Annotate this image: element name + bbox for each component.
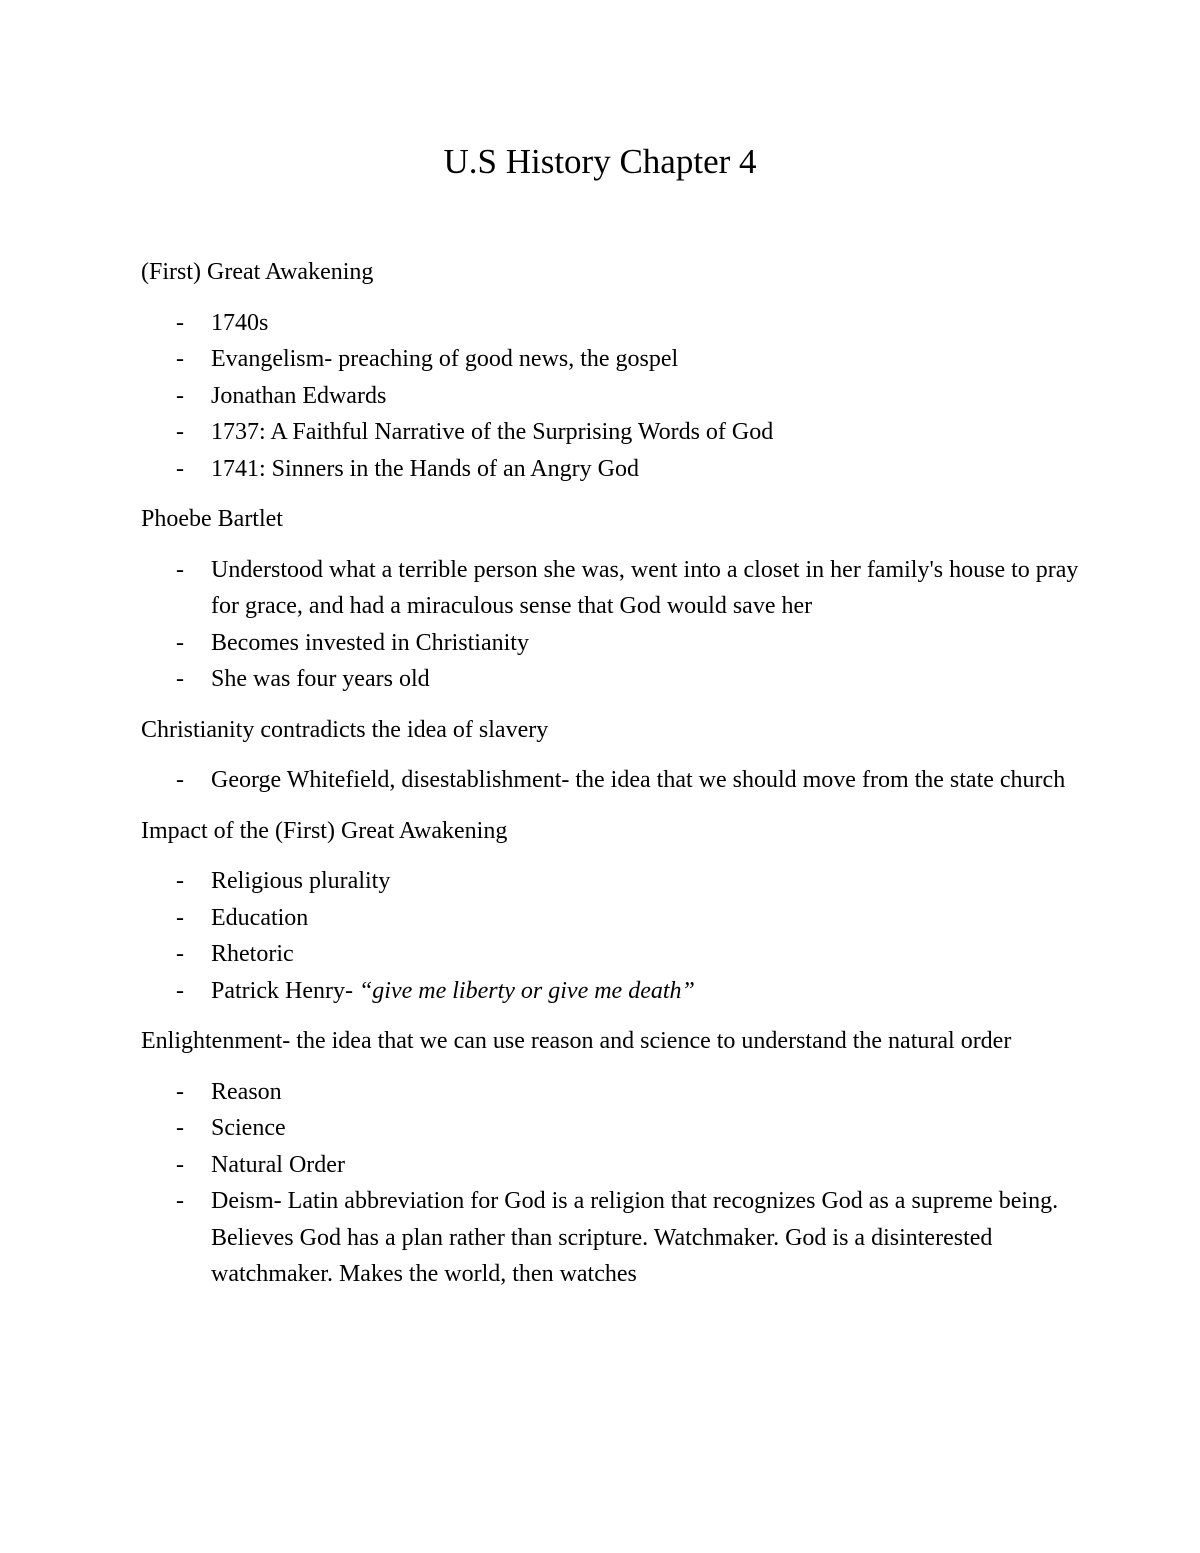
section-heading-great-awakening: (First) Great Awakening xyxy=(141,259,374,285)
bullet-dash: - xyxy=(176,309,184,336)
bullet-dash: - xyxy=(176,941,184,967)
bullet-dash: - xyxy=(176,1151,184,1178)
quote-label: Patrick Henry- xyxy=(211,977,359,1004)
impact-list xyxy=(141,863,1081,1009)
phoebe-bartlet-list xyxy=(141,552,1081,698)
list-item: - 1741: Sinners in the Hands of an Angry God xyxy=(141,451,1081,488)
section-heading-christianity-slavery: Christianity contradicts the idea of slavery xyxy=(141,716,549,743)
bullet-dash: - xyxy=(176,904,184,931)
list-item-quote xyxy=(141,973,1081,1010)
bullet-dash: - xyxy=(176,419,184,445)
bullet-dash: - xyxy=(176,556,184,583)
list-item: - Natural Order xyxy=(141,1147,1081,1184)
list-item: - Understood what a terrible person she was, went into a closet in her family's house to pray for grace, and had a miraculous sense that God would save her xyxy=(141,552,1081,625)
notes-body xyxy=(141,254,1081,1307)
list-item: - Becomes invested in Christianity xyxy=(141,625,1081,662)
bullet-dash: - xyxy=(176,868,184,894)
great-awakening-list xyxy=(141,305,1081,488)
list-item: - Deism- Latin abbreviation for God is a religion that recognizes God as a supreme being. Believes God has a plan rather than scripture. Watchmaker. God is a disinterested watchmaker. Makes the world, then watches xyxy=(141,1183,1081,1293)
list-item: - Jonathan Edwards xyxy=(141,378,1081,415)
bullet-dash: - xyxy=(176,629,184,656)
bullet-dash: - xyxy=(176,666,184,692)
bullet-dash: - xyxy=(176,346,184,372)
list-item: - Science xyxy=(141,1110,1081,1147)
section-heading-enlightenment: Enlightenment- the idea that we can use reason and science to understand the natural order xyxy=(141,1028,1012,1054)
list-item: - She was four years old xyxy=(141,661,1081,698)
list-item: - Evangelism- preaching of good news, the gospel xyxy=(141,341,1081,378)
patrick-henry-quote: “give me liberty or give me death” xyxy=(358,977,695,1004)
list-item: - Education xyxy=(141,900,1081,937)
list-item: - Religious plurality xyxy=(141,863,1081,900)
list-item: - Rhetoric xyxy=(141,936,1081,973)
bullet-dash: - xyxy=(176,1115,184,1141)
bullet-dash: - xyxy=(176,767,184,793)
list-item: - 1737: A Faithful Narrative of the Surprising Words of God xyxy=(141,414,1081,451)
list-item: - 1740s xyxy=(141,305,1081,342)
bullet-dash: - xyxy=(176,455,184,482)
section-heading-phoebe-bartlet: Phoebe Bartlet xyxy=(141,506,283,532)
bullet-dash: - xyxy=(176,1078,184,1105)
list-item: - Reason xyxy=(141,1074,1081,1111)
bullet-dash: - xyxy=(176,1188,184,1214)
bullet-dash: - xyxy=(176,382,184,409)
page-title: U.S History Chapter 4 xyxy=(443,142,757,181)
bullet-dash: - xyxy=(176,977,184,1004)
christianity-slavery-list xyxy=(141,762,1081,799)
section-heading-impact: Impact of the (First) Great Awakening xyxy=(141,817,508,844)
enlightenment-list xyxy=(141,1074,1081,1293)
list-item: - George Whitefield, disestablishment- the idea that we should move from the state church xyxy=(141,762,1081,799)
